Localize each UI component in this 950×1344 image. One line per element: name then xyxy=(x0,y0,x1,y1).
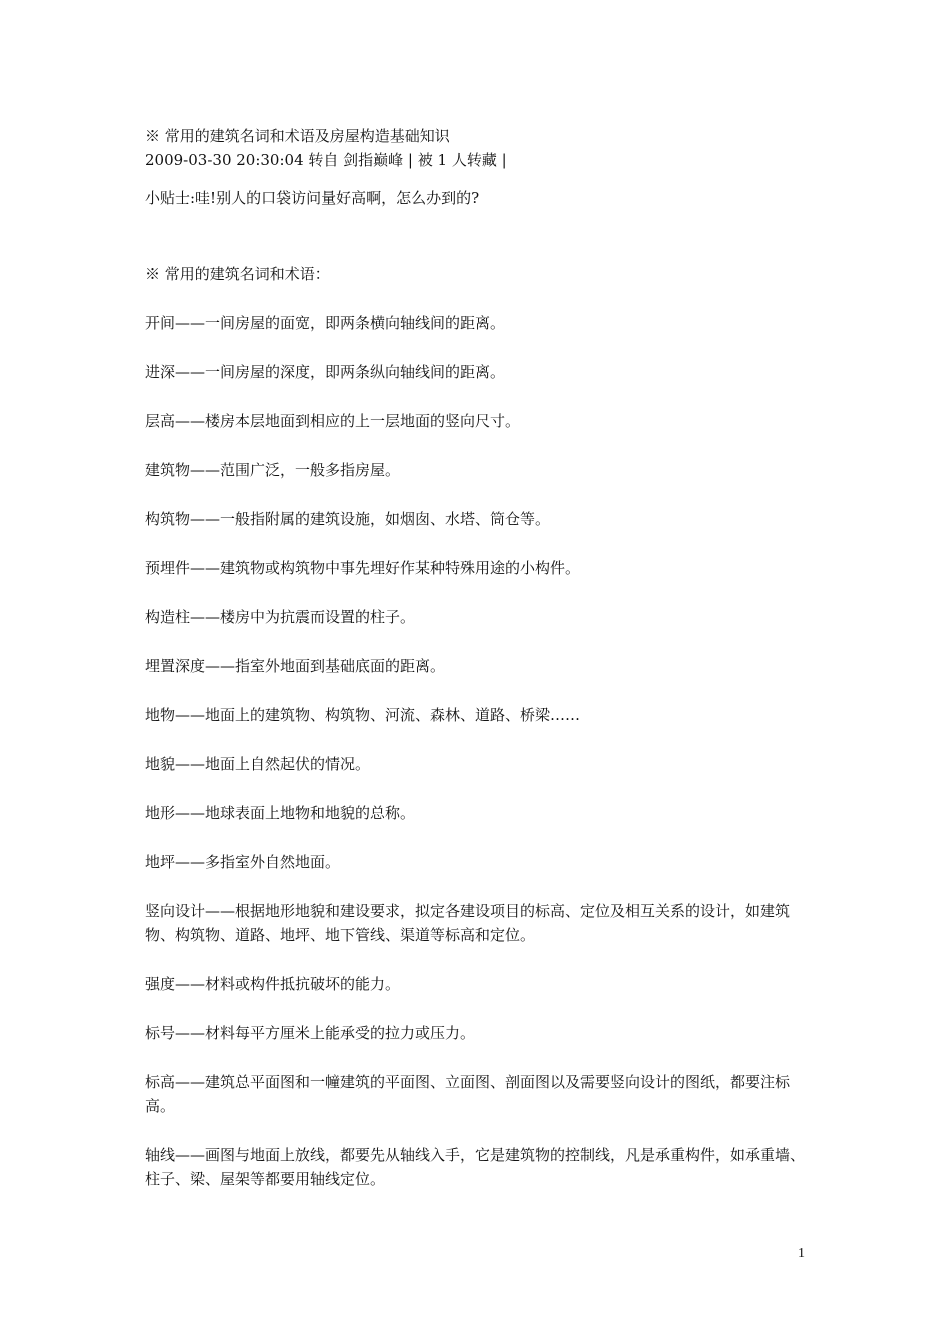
term-entry: 地貌——地面上自然起伏的情况。 xyxy=(145,755,371,773)
post-meta: 2009-03-30 20:30:04 转自 剑指巅峰 | 被 1 人转藏 | xyxy=(145,151,507,169)
term-entry: 构造柱——楼房中为抗震而设置的柱子。 xyxy=(145,608,416,626)
page-number: 1 xyxy=(798,1246,805,1261)
term-entry: 强度——材料或构件抵抗破坏的能力。 xyxy=(145,975,401,993)
term-entry: 竖向设计——根据地形地貌和建设要求，拟定各建设项目的标高、定位及相互关系的设计，如建筑物、构筑物、道路、地坪、地下管线、渠道等标高和定位。 xyxy=(145,902,791,944)
term-entry: 构筑物——一般指附属的建筑设施，如烟囱、水塔、筒仓等。 xyxy=(145,510,551,528)
term-entry: 标高——建筑总平面图和一幢建筑的平面图、立面图、剖面图以及需要竖向设计的图纸，都要注标高。 xyxy=(145,1073,791,1115)
term-entry: 层高——楼房本层地面到相应的上一层地面的竖向尺寸。 xyxy=(145,412,521,430)
document-body xyxy=(145,124,813,1191)
term-entry: 建筑物——范围广泛，一般多指房屋。 xyxy=(145,461,401,479)
document-title: ※ 常用的建筑名词和术语及房屋构造基础知识 xyxy=(145,127,450,145)
term-entry: 地物——地面上的建筑物、构筑物、河流、森林、道路、桥梁…… xyxy=(145,706,581,724)
term-entry: 标号——材料每平方厘米上能承受的拉力或压力。 xyxy=(145,1024,476,1042)
term-entry: 预埋件——建筑物或构筑物中事先埋好作某种特殊用途的小构件。 xyxy=(145,559,581,577)
section-heading: ※ 常用的建筑名词和术语： xyxy=(145,265,330,283)
term-entry: 地形——地球表面上地物和地貌的总称。 xyxy=(145,804,416,822)
term-entry: 轴线——画图与地面上放线，都要先从轴线入手，它是建筑物的控制线，凡是承重构件，如承重墙、柱子、梁、屋架等都要用轴线定位。 xyxy=(145,1146,806,1188)
term-entry: 开间——一间房屋的面宽，即两条横向轴线间的距离。 xyxy=(145,314,506,332)
term-list xyxy=(145,311,813,1191)
term-entry: 地坪——多指室外自然地面。 xyxy=(145,853,341,871)
term-entry: 进深——一间房屋的深度，即两条纵向轴线间的距离。 xyxy=(145,363,506,381)
tip-text: 小贴士:哇!别人的口袋访问量好高啊，怎么办到的? xyxy=(145,189,480,207)
term-entry: 埋置深度——指室外地面到基础底面的距离。 xyxy=(145,657,446,675)
